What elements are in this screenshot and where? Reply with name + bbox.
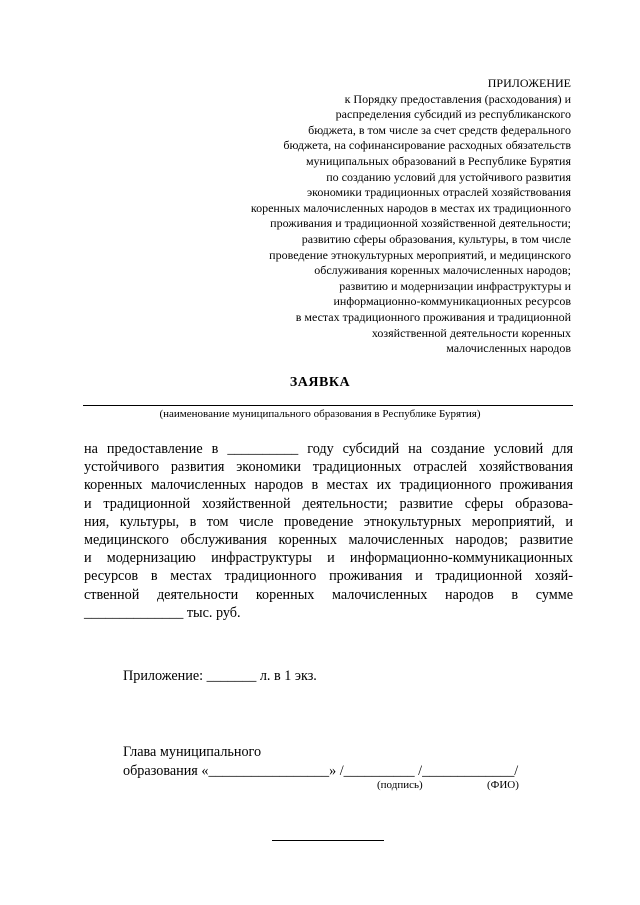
appendix-line: малочисленных народов [446,341,571,356]
signature-captions [377,779,519,791]
appendix-header [251,76,571,357]
application-body [84,440,573,622]
body-line: ______________ тыс. руб. [84,604,241,621]
body-line: ственной деятельности коренных малочисленных народов в сумме [84,586,573,603]
body-line: ния, культуры, в том числе проведение этнокультурных мероприятий, и [84,513,573,530]
document-title: ЗАЯВКА [289,375,351,390]
municipality-name-caption: (наименование муниципального образования в Республике Бурятия) [159,408,481,420]
body-line: и модернизацию инфраструктуры и информационно-коммуникационных [84,550,573,567]
body-line: ресурсов в местах традиционного проживания и традиционной хозяй- [84,568,573,585]
body-line: устойчивого развития экономики традиционных отраслей хозяйствования [84,459,573,476]
body-line: медицинского обслуживания коренных малочисленных народов; развитие [84,532,573,549]
signature-fields: образования «_________________» /__________ /_____________/ [123,763,519,779]
appendix-line: бюджета, на софинансирование расходных обязательств [283,138,571,153]
appendix-line: в местах традиционного проживания и традиционной [295,309,571,324]
body-line: коренных малочисленных народов в местах их традиционного проживания [84,477,573,494]
body-line: на предоставление в __________ году субсидий на создание условий для [84,441,573,457]
signature-caption: (подпись) [377,779,423,791]
appendix-line: проведение этнокультурных мероприятий, и медицинского [269,247,571,262]
signature-block [123,743,518,781]
fio-caption: (ФИО) [487,779,519,791]
appendix-line: хозяйственной деятельности коренных [371,325,571,340]
appendix-line: распределения субсидий из республиканского [335,107,571,122]
appendix-line: развитию сферы образования, культуры, в том числе [301,231,571,246]
appendix-line: коренных малочисленных народов в местах их традиционного [250,200,571,215]
appendix-line: бюджета, в том числе за счет средств федерального [308,122,571,137]
appendix-line: к Порядку предоставления (расходования) и [344,91,571,106]
appendix-line: проживания и традиционной хозяйственной деятельности; [270,216,571,231]
municipality-name-line [83,405,573,406]
appendix-line: развитию и модернизации инфраструктуры и [339,278,571,293]
appendix-line: муниципальных образований в Республике Бурятия [305,153,571,168]
appendix-line: по созданию условий для устойчивого развития [326,169,571,184]
attachment-line: Приложение: _______ л. в 1 экз. [123,668,317,684]
footer-divider [272,840,384,841]
appendix-line: экономики традиционных отраслей хозяйствования [306,185,571,200]
signature-title: Глава муниципального [123,744,262,760]
appendix-line: обслуживания коренных малочисленных народов; [314,263,571,278]
appendix-line: ПРИЛОЖЕНИЕ [487,76,571,90]
body-line: и традиционной хозяйственной деятельности; развитие сферы образова- [84,495,573,512]
appendix-line: информационно-коммуникационных ресурсов [333,294,571,309]
